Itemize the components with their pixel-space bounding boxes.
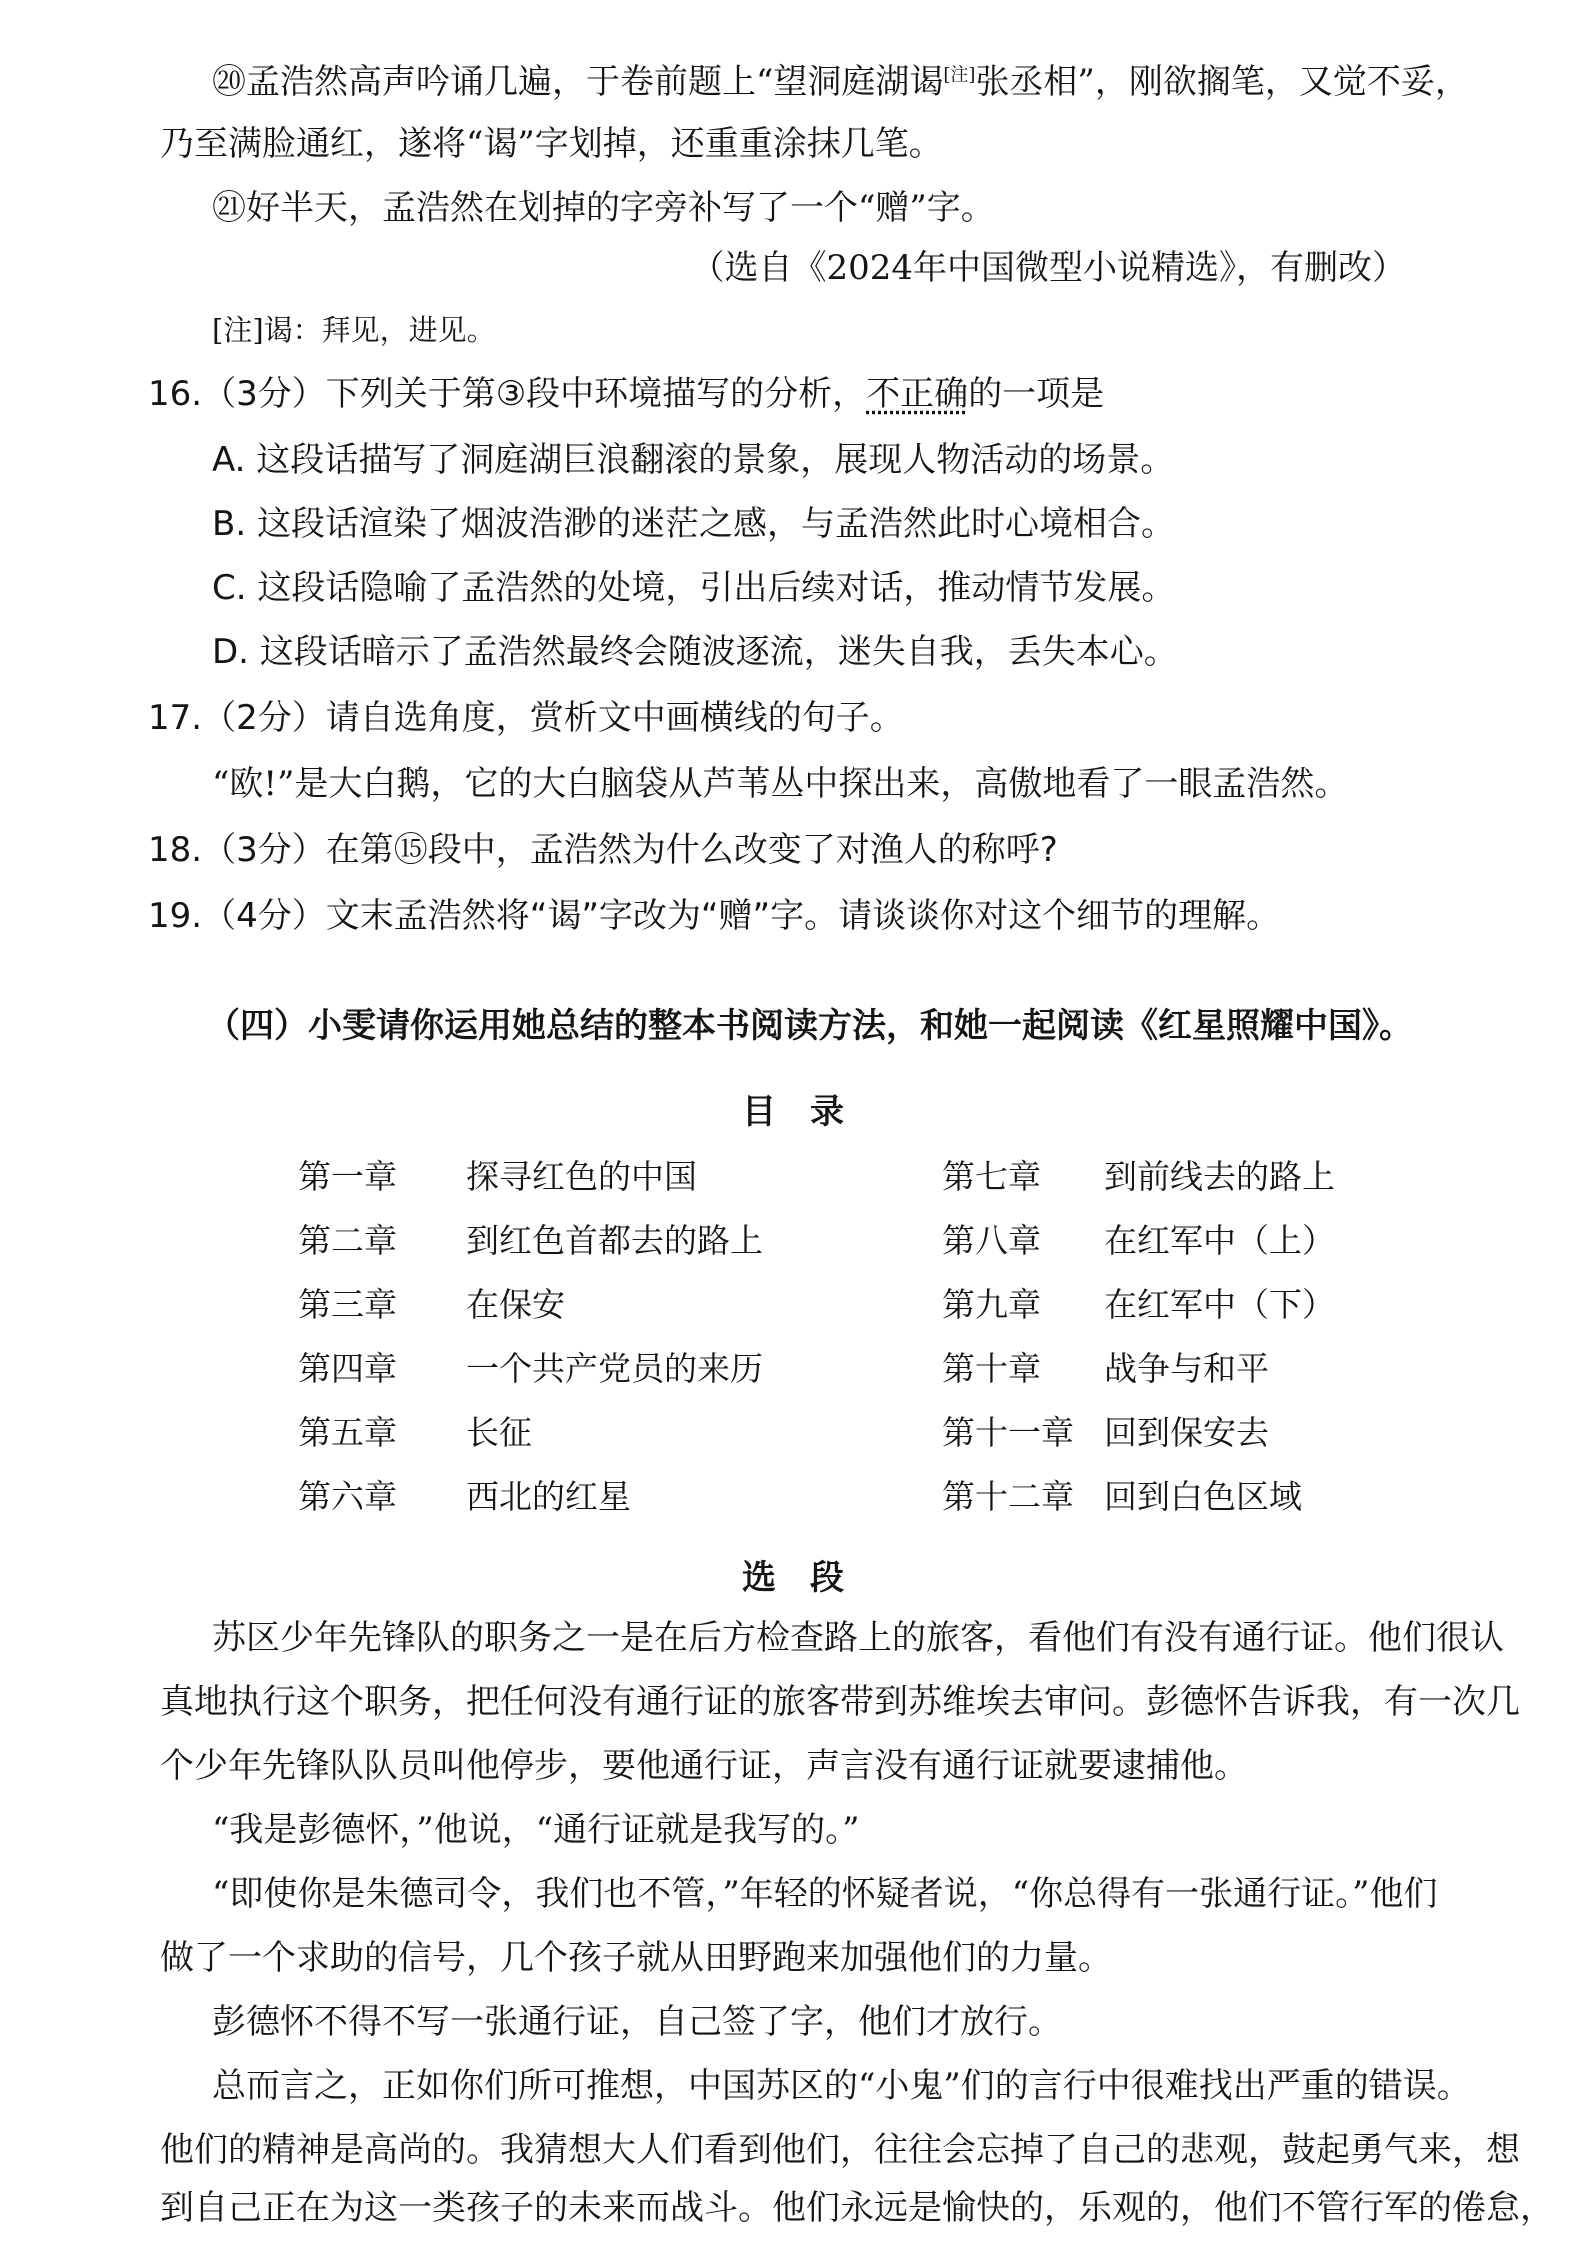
source-citation: （选自《2024年中国微型小说精选》，有删改） <box>690 248 1406 288</box>
excerpt-line: 真地执行这个职务，把任何没有通行证的旅客带到苏维埃去审问。彭德怀告诉我，有一次几 <box>160 1682 1520 1722</box>
excerpt-line: 他们的精神是高尚的。我猜想大人们看到他们，往往会忘掉了自己的悲观，鼓起勇气来，想 <box>160 2130 1520 2170</box>
toc-chapter-title: 在红军中（下） <box>1104 1285 1335 1324</box>
toc-chapter-title: 长征 <box>466 1413 532 1452</box>
toc-chapter-number: 第二章 <box>298 1221 397 1260</box>
footnote-marker: [注] <box>943 64 976 86</box>
q16-option-d: D. 这段话暗示了孟浩然最终会随波逐流，迷失自我，丢失本心。 <box>212 632 1178 672</box>
q16-option-c: C. 这段话隐喻了孟浩然的处境，引出后续对话，推动情节发展。 <box>212 568 1176 608</box>
toc-chapter-title: 回到保安去 <box>1104 1413 1269 1452</box>
toc-title: 目 录 <box>742 1092 844 1132</box>
toc-chapter-number: 第五章 <box>298 1413 397 1452</box>
toc-chapter-number: 第八章 <box>942 1221 1041 1260</box>
toc-chapter-number: 第九章 <box>942 1285 1041 1324</box>
question-18: 18.（3分）在第⑮段中，孟浩然为什么改变了对渔人的称呼? <box>148 830 1058 870</box>
toc-chapter-number: 第十章 <box>942 1349 1041 1388</box>
paragraph-20-line1: ⑳孟浩然高声吟诵几遍，于卷前题上“望洞庭湖谒[注]张丞相”，刚欲搁笔，又觉不妥， <box>212 62 1469 102</box>
excerpt-title: 选 段 <box>742 1558 844 1598</box>
excerpt-line: “即使你是朱德司令，我们也不管，”年轻的怀疑者说，“你总得有一张通行证。”他们 <box>212 1874 1438 1914</box>
q16-option-a: A. 这段话描写了洞庭湖巨浪翻滚的景象，展现人物活动的场景。 <box>212 440 1175 480</box>
paragraph-20-line2: 乃至满脸通红，遂将“谒”字划掉，还重重涂抹几笔。 <box>160 124 943 164</box>
toc-chapter-title: 一个共产党员的来历 <box>466 1349 763 1388</box>
excerpt-line: 做了一个求助的信号，几个孩子就从田野跑来加强他们的力量。 <box>160 1938 1112 1978</box>
toc-chapter-number: 第七章 <box>942 1157 1041 1196</box>
toc-chapter-title: 探寻红色的中国 <box>466 1157 697 1196</box>
toc-chapter-title: 到红色首都去的路上 <box>466 1221 763 1260</box>
toc-chapter-title: 在保安 <box>466 1285 565 1324</box>
toc-chapter-title: 在红军中（上） <box>1104 1221 1335 1260</box>
excerpt-line: 总而言之，正如你们所可推想，中国苏区的“小鬼”们的言行中很难找出严重的错误。 <box>212 2066 1471 2106</box>
excerpt-line: 个少年先锋队队员叫他停步，要他通行证，声言没有通行证就要逮捕他。 <box>160 1746 1248 1786</box>
excerpt-line: 苏区少年先锋队的职务之一是在后方检查路上的旅客，看他们有没有通行证。他们很认 <box>212 1618 1504 1658</box>
excerpt-line: 彭德怀不得不写一张通行证，自己签了字，他们才放行。 <box>212 2002 1062 2042</box>
toc-chapter-number: 第一章 <box>298 1157 397 1196</box>
toc-chapter-number: 第十一章 <box>942 1413 1074 1452</box>
excerpt-line: 到自己正在为这一类孩子的未来而战斗。他们永远是愉快的，乐观的，他们不管行军的倦怠， <box>160 2188 1554 2228</box>
toc-chapter-title: 战争与和平 <box>1104 1349 1269 1388</box>
q17-quote: “欧!”是大白鹅，它的大白脑袋从芦苇丛中探出来，高傲地看了一眼孟浩然。 <box>212 764 1349 804</box>
toc-chapter-number: 第十二章 <box>942 1477 1074 1516</box>
toc-chapter-title: 到前线去的路上 <box>1104 1157 1335 1196</box>
toc-chapter-title: 回到白色区域 <box>1104 1477 1302 1516</box>
toc-chapter-number: 第六章 <box>298 1477 397 1516</box>
question-19: 19.（4分）文末孟浩然将“谒”字改为“赠”字。请谈谈你对这个细节的理解。 <box>148 896 1281 936</box>
emphasis-not-correct: 不正确 <box>866 374 969 414</box>
question-17: 17.（2分）请自选角度，赏析文中画横线的句子。 <box>148 698 904 738</box>
footnote: [注]谒：拜见，进见。 <box>212 313 496 347</box>
q16-option-b: B. 这段话渲染了烟波浩渺的迷茫之感，与孟浩然此时心境相合。 <box>212 504 1175 544</box>
toc-chapter-number: 第四章 <box>298 1349 397 1388</box>
question-16: 16.（3分）下列关于第③段中环境描写的分析，不正确的一项是 <box>148 374 1105 414</box>
toc-chapter-number: 第三章 <box>298 1285 397 1324</box>
toc-chapter-title: 西北的红星 <box>466 1477 631 1516</box>
excerpt-line: “我是彭德怀，”他说，“通行证就是我写的。” <box>212 1810 860 1850</box>
paragraph-21: ㉑好半天，孟浩然在划掉的字旁补写了一个“赠”字。 <box>212 188 995 228</box>
section-4-heading: （四）小雯请你运用她总结的整本书阅读方法，和她一起阅读《红星照耀中国》。 <box>206 1006 1413 1046</box>
